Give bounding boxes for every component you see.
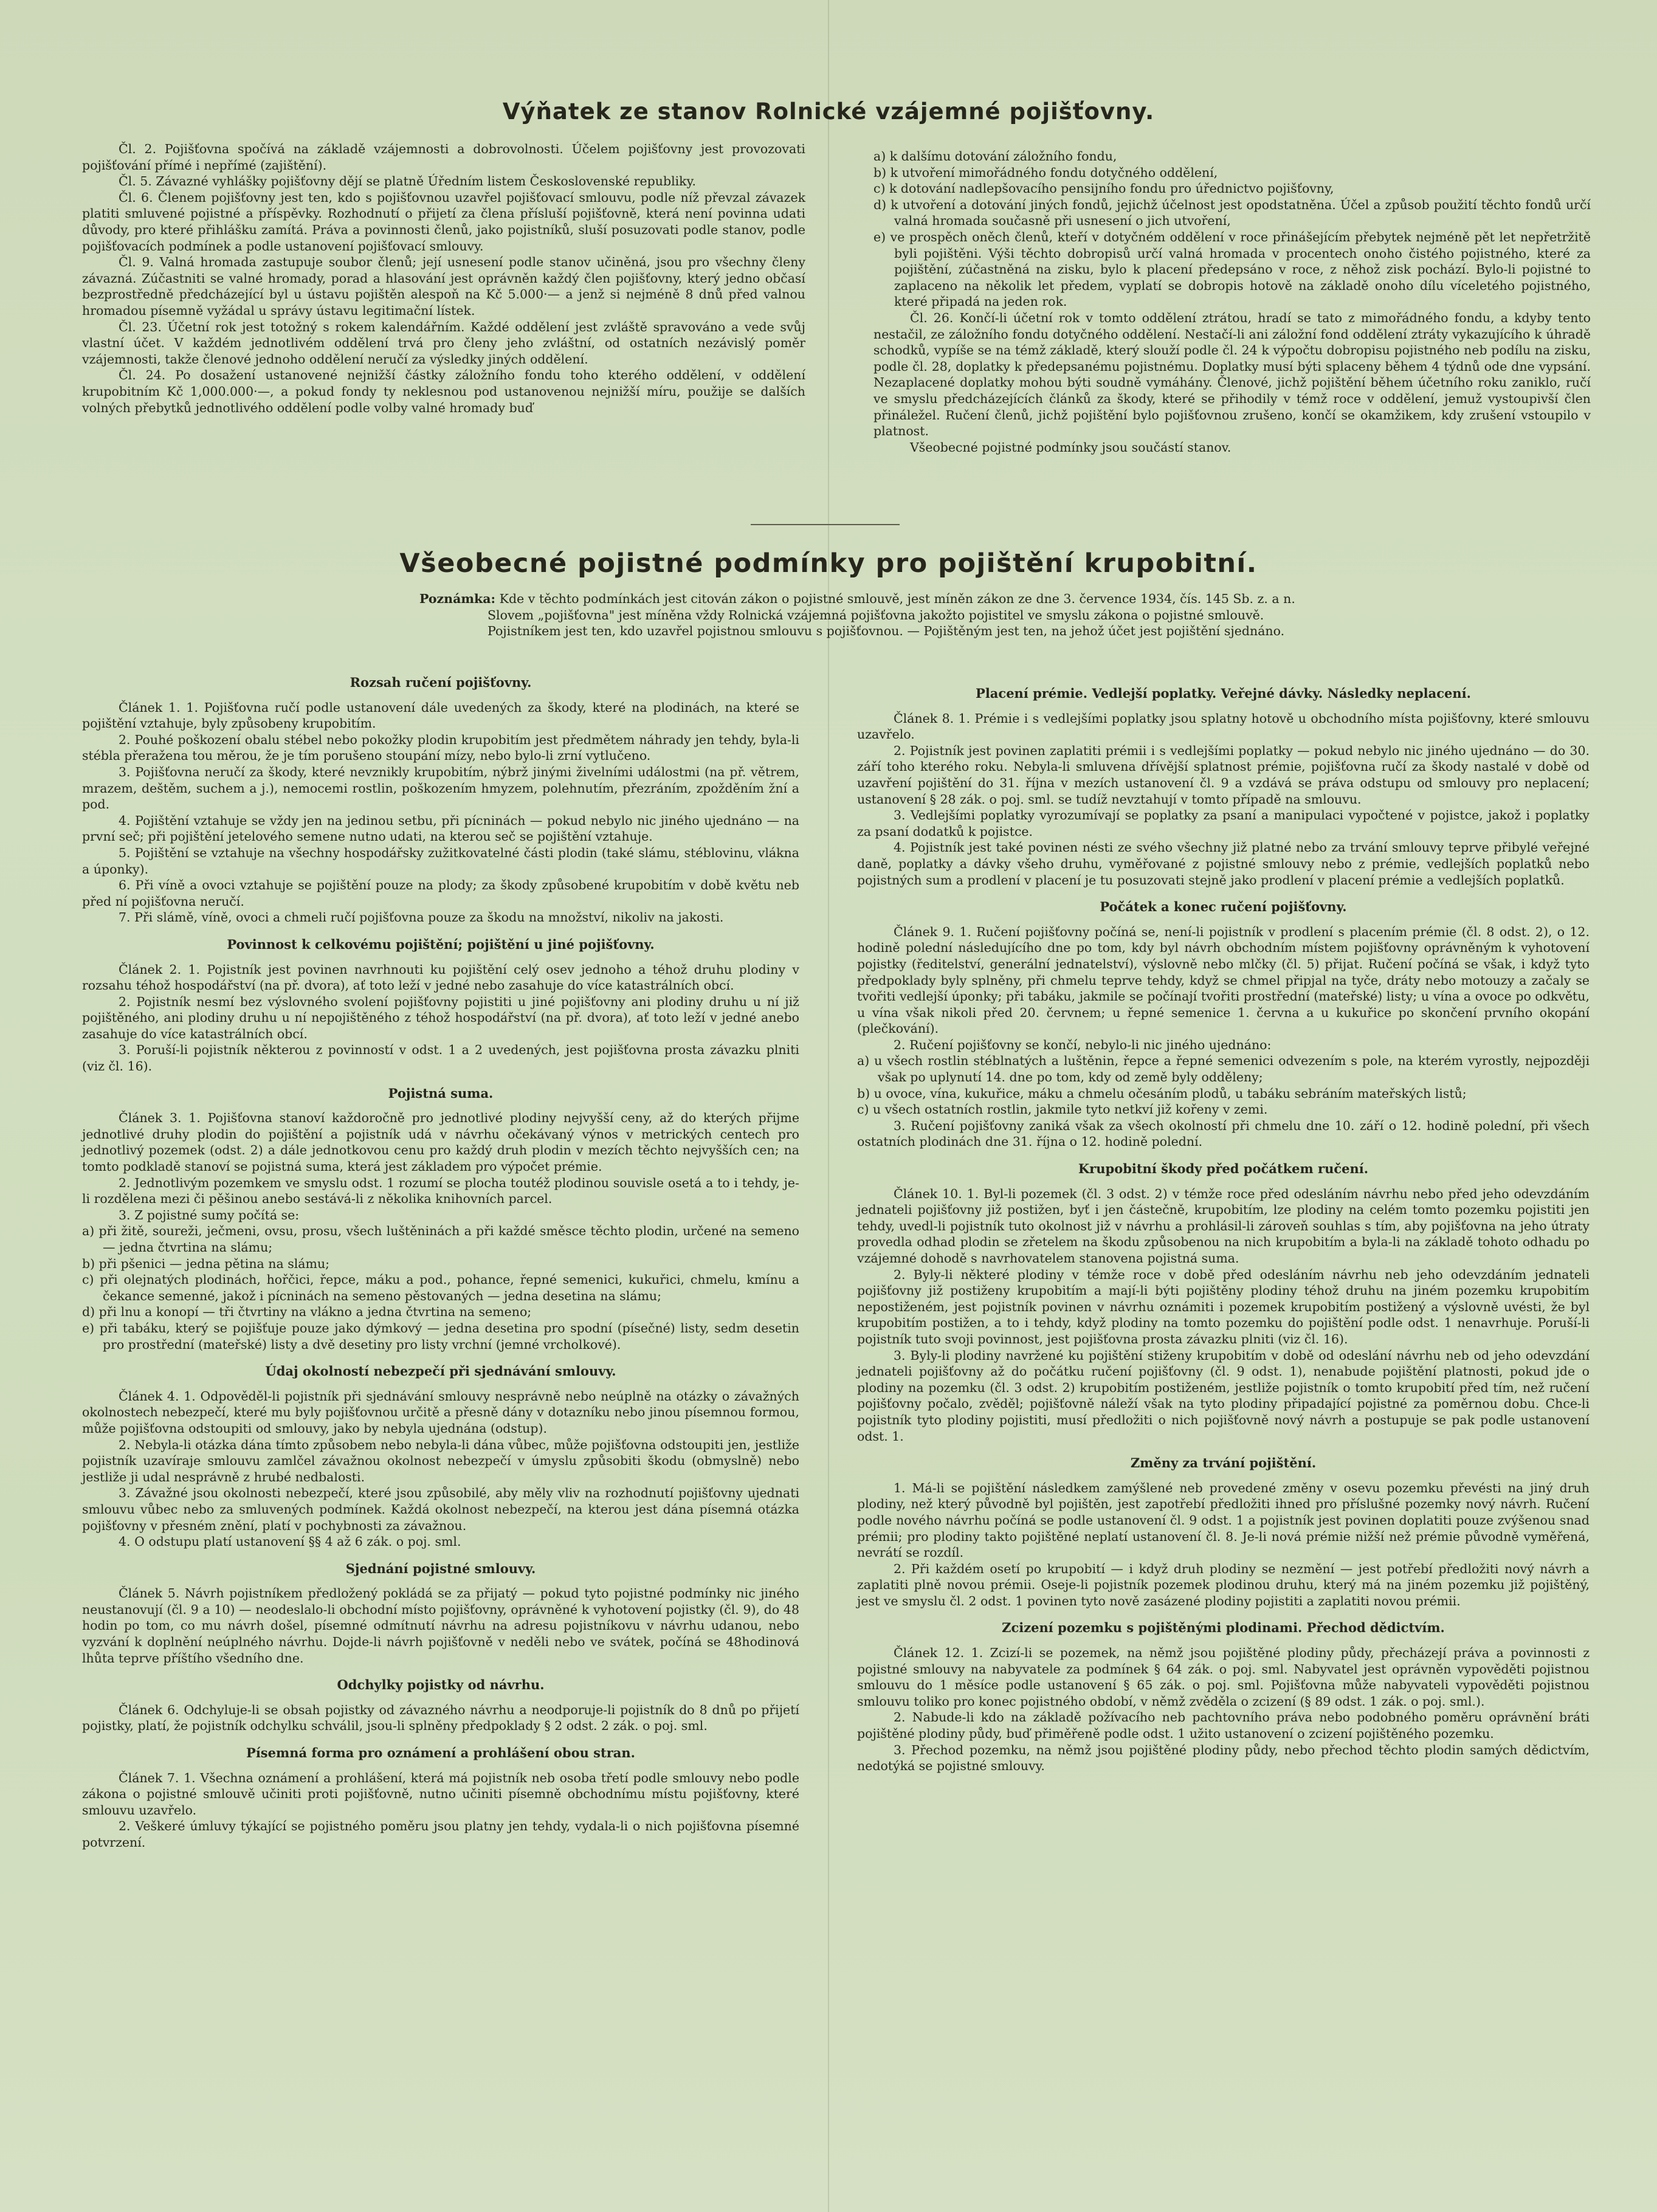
paragraph: 4. Pojištění vztahuje se vždy jen na jedinou setbu, při pícninách — pokud nebylo nic jiného ujednáno — na první seč; při pojištění jetelového semene nutno udati, na kterou seč se pojištění vztahuje. [82,813,799,844]
section-heading: Změny za trvání pojištění. [1130,1455,1317,1471]
paragraph: 5. Pojištění se vztahuje na všechny hospodářsky zužitkovatelné části plodin (také slámu, stéblovinu, vlákna a úponky). [82,845,799,877]
list-item: a) u všech rostlin stéblnatých a luštěnin, řepce a řepné semenici odvezením s pole, na kterém vyrostly, nejpozději však po uplynutí 14. dne po tom, kdy od země byly odděleny; [857,1053,1590,1085]
note-line-3: Pojistníkem jest ten, kdo uzavřel pojistnou smlouvu s pojišťovnou. — Pojištěným jest ten, na jehož účet jest pojištění sjednáno. [487,624,1285,639]
paragraph: 2. Byly-li některé plodiny v témže roce v době před odesláním návrhu neb jeho odevzdáním jednateli pojišťovny již postiženy krupobitím a mají-li býti pojištěny plodiny téhož druhu na jiném pozemku krupobitím nepostiženém, jest pojistník povinen v návrhu oznámiti i pozemek krupobitím postižený a výslovně uvésti, že byl krupobitím postižen, a to i tehdy, když plodiny na tomto pozemku do pojištění podle odst. 1 nenavrhuje. Poruší-li pojistník tuto svoji povinnost, jest pojišťovna prosta závazku plniti (viz čl. 16). [857,1267,1590,1346]
paragraph: 3. Ručení pojišťovny zaniká však za všech okolností při chmelu dne 10. září o 12. hodině polední, při všech ostatních plodinách dne 31. října o 12. hodině polední. [857,1118,1590,1149]
paragraph: Čl. 2. Pojišťovna spočívá na základě vzájemnosti a dobrovolnosti. Účelem pojišťovny jest provozovati pojišťování přímé i nepřímé (zajištění). [82,142,805,173]
paragraph: 2. Ručení pojišťovny se končí, nebylo-li nic jiného ujednáno: [894,1037,1272,1052]
paragraph: 3. Z pojistné sumy počítá se: [119,1207,300,1222]
conditions-left-column [82,664,799,1851]
paragraph: Článek 3. 1. Pojišťovna stanoví každoročně pro jednotlivé plodiny nejvyšší ceny, až do kterých přijme jednotlivé druhy plodin do pojištění a pojistník udá v návrhu očekávaný výnos v metrických centech pro jednotlivý pozemek (odst. 2) a dále jednotkovou cenu pro každý druh plodin v mezích těchto nejvyšších cen; na tomto podkladě stanoví se pojistná suma, která jest základem pro výpočet prémie. [82,1111,799,1174]
paragraph: 4. O odstupu platí ustanovení §§ 4 až 6 zák. o poj. sml. [119,1534,461,1549]
section-heading: Odchylky pojistky od návrhu. [337,1677,545,1693]
section-separator [751,524,900,525]
list-item: b) při pšenici — jedna pětina na slámu; [82,1256,330,1271]
conditions-title: Všeobecné pojistné podmínky pro pojištění krupobitní. [399,548,1258,579]
paragraph: Článek 6. Odchyluje-li se obsah pojistky od závazného návrhu a neodporuje-li pojistník do 8 dnů po přijetí pojistky, platí, že pojistník odchylku schválil, jsou-li splněny předpoklady § 2 odst. 2 zák. o poj. sml. [82,1702,799,1734]
section-heading: Pojistná suma. [388,1085,494,1101]
section-heading: Údaj okolností nebezpečí při sjednávání smlouvy. [265,1363,616,1379]
paragraph: Čl. 5. Závazné vyhlášky pojišťovny dějí se platně Úředním listem Československé republiky. [119,174,696,189]
paragraph: 4. Pojistník jest také povinen nésti ze svého všechny již platné nebo za trvání smlouvy teprve přibylé veřejné daně, poplatky a dávky všeho druhu, vyměřované z pojistné smlouvy nebo z prémie, vedlejších poplatků nebo pojistných sum a prodlení v placení je tu posuzovati stejně jako prodlení v placení prémie a vedlejších poplatků. [857,840,1590,887]
paragraph: 7. Při slámě, víně, ovoci a chmeli ručí pojišťovna pouze za škodu na množství, nikoliv na jakosti. [119,910,724,925]
section-heading: Krupobitní škody před počátkem ručení. [1078,1161,1369,1177]
paragraph: 2. Nabude-li kdo na základě požívacího neb pachtovního práva nebo podobného poměru oprávnění bráti pojištěné plodiny půdy, buď přiměřeně podle odst. 1 užito ustanovení o zcizení pojištěného pozemku. [857,1710,1590,1742]
paragraph: d) k utvoření a dotování jiných fondů, jejichž účelnost jest opodstatněna. Účel a způsob použití těchto fondů určí valná hromada současně při usnesení o jich utvoření, [873,197,1591,229]
paragraph: 3. Pojišťovna neručí za škody, které nevznikly krupobitím, nýbrž jinými živelními událostmi (na př. větrem, mrazem, deštěm, suchem a j.), nemocemi rostlin, poškozením hmyzem, polehnutím, přezráním, zpožděním žní a pod. [82,764,799,812]
list-item: c) u všech ostatních rostlin, jakmile tyto netkví již kořeny v zemi. [857,1102,1268,1117]
section-heading: Počátek a konec ručení pojišťovny. [1100,899,1347,915]
paragraph: 1. Má-li se pojištění následkem zamýšlené neb provedené změny v osevu pozemku převésti na jiný druh plodiny, než který původně byl pojištěn, jest zapotřebí předložiti ihned pro příslušné pozemky nový návrh. Ručení podle nového návrhu počíná se podle ustanovení čl. 9 odst. 1 a pojistník jest povinen doplatiti pouze zvýšenou snad prémii; pro plodiny takto pojištěné neplatí ustanovení čl. 8. Je-li nová prémie nižší než prémie původně vyměřená, nevrátí se rozdíl. [857,1480,1590,1560]
section-heading: Povinnost k celkovému pojištění; pojištění u jiné pojišťovny. [227,936,655,952]
paragraph: Článek 7. 1. Všechna oznámení a prohlášení, která má pojistník neb osoba třetí podle smlouvy nebo podle zákona o pojistné smlouvě učiniti proti pojišťovně, nutno učiniti písemně obchodnímu místu pojišťovny, které smlouvu uzavřelo. [82,1770,799,1817]
list-item: a) při žitě, soureži, ječmeni, ovsu, prosu, všech luštěninách a při každé směsce těchto plodin, určené na semeno — jedna čtvrtina na slámu; [82,1224,799,1255]
section-heading: Placení prémie. Vedlejší poplatky. Veřejné dávky. Následky neplacení. [976,686,1471,701]
paragraph: Článek 2. 1. Pojistník jest povinen navrhnouti ku pojištění celý osev jednoho a téhož druhu plodiny v rozsahu téhož hospodářství (na př. dvora), ať toto leží v jedné nebo zasahuje do více katastrálních obcí. [82,962,799,993]
paragraph: 2. Jednotlivým pozemkem ve smyslu odst. 1 rozumí se plocha toutéž plodinou souvisle osetá a to i tehdy, je-li rozdělena mezi či pěšinou anebo sestává-li z několika knihovních parcel. [82,1175,799,1207]
paragraph: 3. Vedlejšími poplatky vyrozumívají se poplatky za psaní a manipulaci vypočtené v pojistce, jakož i poplatky za psaní dodatků k pojistce. [857,808,1590,839]
list-item: c) při olejnatých plodinách, hořčici, řepce, máku a pod., pohance, řepné semenici, kukuřici, chmelu, kmínu a čekance semenné, jakož i pícninách na semeno pěstovaných — jedna desetina na slámu; [82,1272,799,1303]
paragraph: 2. Veškeré úmluvy týkající se pojistného poměru jsou platny jen tehdy, vydala-li o nich pojišťovna písemné potvrzení. [82,1819,799,1850]
paragraph: Čl. 24. Po dosažení ustanovené nejnižší částky záložního fondu toho kterého oddělení, v oddělení krupobitním Kč 1,000.000·—, a pokud fondy ty neklesnou pod ustanovenou nejnižší míru, použije se dalších volných přebytků jednotlivého oddělení podle volby valné hromady buď [82,368,805,415]
section-heading: Rozsah ručení pojišťovny. [350,675,532,690]
list-item: d) při lnu a konopí — tři čtvrtiny na vlákno a jedna čtvrtina na semeno; [82,1304,532,1320]
paragraph: 2. Pojistník jest povinen zaplatiti prémii i s vedlejšími poplatky — pokud nebylo nic jiného ujednáno — do 30. září toho kterého roku. Nebyla-li smluvena dřívější splatnost prémie, pojišťovna ručí za škody nastalé v době od uzavření pojištění do 31. října v mezích ustanovení čl. 9 a vzdává se práva odstupu od smlouvy pro neplacení; ustanovení § 28 zák. o poj. sml. se tudíž nevztahují v tomto případě na smlouvu. [857,743,1590,807]
page-title: Výňatek ze stanov Rolnické vzájemné pojišťovny. [502,98,1155,125]
paragraph: 2. Nebyla-li otázka dána tímto způsobem nebo nebyla-li dána vůbec, může pojišťovna odstoupiti jen, jestliže pojistník uzavíraje smlouvu zamlčel závažnou okolnost nebezpečí v úmyslu způsobiti škodu (obmyslně) nebo jestliže ji udal nesprávně z hrubé nedbalosti. [82,1437,799,1484]
note-text-1: Kde v těchto podmínkách jest citován zákon o pojistné smlouvě, jest míněn zákon ze dne 3. července 1934, čís. 145 Sb. z. a n. [499,591,1295,606]
paragraph: 3. Přechod pozemku, na němž jsou pojištěné plodiny půdy, nebo přechod těchto plodin samých dědictvím, nedotýká se pojistné smlouvy. [857,1742,1590,1774]
paragraph: Článek 5. Návrh pojistníkem předložený pokládá se za přijatý — pokud tyto pojistné podmínky nic jiného neustanovují (čl. 9 a 10) — neodeslalo-li obchodní místo pojišťovny, oprávněné k vyhotovení pojistky (čl. 9), do 48 hodin po tom, co mu návrh došel, písemné odmítnutí návrhu na adresu pojistníkovu v návrhu udanou, nebo vyzvání k doplnění neúplného návrhu. Dojde-li návrh pojišťovně v neděli nebo ve svátek, počíná se 48hodinová lhůta teprve příštího všedního dne. [82,1586,799,1666]
note-line-1 [419,591,1356,607]
note-label: Poznámka: [419,591,496,606]
paragraph: Všeobecné pojistné podmínky jsou součástí stanov. [910,439,1232,455]
note-line-2: Slovem „pojišťovna" jest míněna vždy Rolnická vzájemná pojišťovna jakožto pojistitel ve smyslu zákona o pojistné smlouvě. [487,607,1264,622]
conditions-right-column [857,675,1590,1774]
paragraph: Článek 8. 1. Prémie i s vedlejšími poplatky jsou splatny hotově u obchodního místa pojišťovny, které smlouvu uzavřelo. [857,711,1590,742]
paragraph: b) k utvoření mimořádného fondu dotyčného oddělení, [873,165,1218,180]
paragraph: Čl. 26. Končí-li účetní rok v tomto oddělení ztrátou, hradí se tato z mimořádného fondu, a kdyby tento nestačil, ze záložního fondu dotyčného oddělení. Nestačí-li ani záložní fond oddělení ztráty vykazujícího k úhradě schodků, vypíše se na témž základě, který slouží podle čl. 24 k výpočtu dobropisu pojistného neb podílu na zisku, podle čl. 28, doplatky k předepsanému pojistnému. Doplatky musí býti splaceny během 4 týdnů ode dne vypsání. Nezaplacené doplatky mohou býti soudně vymáhány. Členové, jichž pojištění během účetního roku zaniklo, ručí ve smyslu předcházejících článků za škody, které se přihodily v témž roce v oddělení, jemuž vystoupivší člen přináležel. Ručení členů, jichž pojištění bylo pojišťovnou zrušeno, končí se okamžikem, kdy zrušení vstoupilo v platnost. [873,310,1591,439]
paragraph: c) k dotování nadlepšovacího pensijního fondu pro úřednictvo pojišťovny, [873,181,1334,196]
section-heading: Písemná forma pro oznámení a prohlášení obou stran. [246,1745,635,1761]
paragraph: 6. Při víně a ovoci vztahuje se pojištění pouze na plody; za škody způsobené krupobitím v době květu neb před ní pojišťovna neručí. [82,878,799,909]
stanovy-left-column [82,141,805,416]
paragraph: 3. Závažné jsou okolnosti nebezpečí, které jsou způsobilé, aby měly vliv na rozhodnutí pojišťovny ujednati smlouvu vůbec nebo za smluvených podmínek. Každá okolnost nebezpečí, na kterou jest dána písemná otázka pojišťovny v přesném znění, platí v pochybnosti za závažnou. [82,1486,799,1533]
paragraph: Článek 9. 1. Ručení pojišťovny počíná se, není-li pojistník v prodlení s placením prémie (čl. 8 odst. 2), o 12. hodině polední následujícího dne po tom, kdy byl návrh obchodním místem pojišťovny oprávněným k vyhotovení pojistky (ředitelství, generální jednatelství), výslovně nebo mlčky (čl. 5) přijat. Ručení počíná se však, i když tyto předpoklady byly splněny, při chmelu teprve tehdy, když se chmel připjal na tyče, dráty nebo motouzy a začaly se tvořiti vedlejší úponky; při tabáku, jakmile se počínají tvořiti prostřední (mateřské) listy; u vína a ovoce po odkvětu, u vína však nikoli před 20. červnem; u řepné semenice 1. června a u kukuřice po skončení prvního okopání (plečkování). [857,924,1590,1036]
paragraph: Článek 1. 1. Pojišťovna ručí podle ustanovení dále uvedených za škody, které na plodinách, na které se pojištění vztahuje, byly způsobeny krupobitím. [82,700,799,731]
stanovy-right-column [873,148,1591,455]
fold-line [828,0,829,2212]
paragraph: 3. Byly-li plodiny navržené ku pojištění stiženy krupobitím v době od odeslání návrhu neb od jeho odevzdání jednateli pojišťovny až do počátku ručení pojišťovny (čl. 9 odst. 1), nenabude pojištění platnosti, pokud jde o plodiny na pozemku (čl. 3 odst. 2) krupobitím postiženém, jestliže pojistník o tomto krupobití před tím, než ručení pojišťovny počalo, zvěděl; pojišťovně náleží však na tyto plodiny připadající pojistné za poměrnou dobu. Chce-li pojistník tyto plodiny pojistiti, musí předložiti o nich pojišťovně nový návrh a postupuje se pak podle ustanovení odst. 1. [857,1348,1590,1444]
paragraph: 3. Poruší-li pojistník některou z povinností v odst. 1 a 2 uvedených, jest pojišťovna prosta závazku plniti (viz čl. 16). [82,1042,799,1074]
paragraph: Článek 4. 1. Odpověděl-li pojistník při sjednávání smlouvy nesprávně nebo neúplně na otázky o závažných okolnostech nebezpečí, které mu byly pojišťovnou určitě a přesně dány v dotazníku nebo jinou písemnou formou, může pojišťovna odstoupiti od smlouvy, jako by nebyla ujednána (odstup). [82,1388,799,1436]
paragraph: Čl. 6. Členem pojišťovny jest ten, kdo s pojišťovnou uzavřel pojišťovací smlouvu, podle níž převzal závazek platiti smluvené pojistné a příspěvky. Rozhodnutí o přijetí za člena přísluší pojišťovně, která není povinna udati důvody, pro které přihlášku zamítá. Práva a povinnosti členů, jako pojistníků, sluší posuzovati podle stanov, podle pojišťovacích podmínek a podle ustanovení pojišťovací smlouvy. [82,190,805,253]
paragraph: 2. Pouhé poškození obalu stébel nebo pokožky plodin krupobitím jest předmětem náhrady jen tehdy, byla-li stébla přeražena tou měrou, že je tím porušeno stoupání mízy, nebo bylo-li zrní vytlučeno. [82,732,799,763]
paragraph: Článek 12. 1. Zcizí-li se pozemek, na němž jsou pojištěné plodiny půdy, přecházejí práva a povinnosti z pojistné smlouvy na nabyvatele za podmínek § 64 zák. o poj. sml. Nabyvatel jest oprávněn vypověděti pojistnou smlouvu do 1 měsíce podle ustanovení § 65 zák. o poj. sml. Pojišťovna může nabyvateli vypověděti pojistnou smlouvu toliko pro konec pojistného období, v němž zvěděla o zcizení (§ 89 odst. 1 zák. o poj. sml.). [857,1645,1590,1709]
paragraph: 2. Při každém osetí po krupobití — i když druh plodiny se nezmění — jest potřebí předložiti nový návrh a zaplatiti plně novou prémii. Oseje-li pojistník pozemek plodinou druhu, který má na jiném pozemku již pojištěný, jest ve smyslu čl. 2 odst. 1 povinen tyto nově zasázené plodiny pojistiti a zaplatiti novou prémii. [857,1561,1590,1608]
paragraph: e) ve prospěch oněch členů, kteří v dotyčném oddělení v roce přinášejícím přebytek nejméně pět let nepřetržitě byli pojištěni. Výši těchto dobropisů určí valná hromada v procentech onoho čistého pojistného, které za pojištění, zúčastněná na zisku, bylo k placení předepsáno v roce, z něhož zisk pochází. Bylo-li pojistné to zaplaceno na několik let předem, vyplatí se dobropis hotově na základě onoho dílu víceletého pojistného, které připadá na jeden rok. [873,229,1591,309]
list-item: e) při tabáku, který se pojišťuje pouze jako dýmkový — jedna desetina pro spodní (písečné) listy, sedm desetin pro prostřední (mateřské) listy a dvě desetiny pro listy vrchní (jemné vrcholkové). [82,1320,799,1352]
section-heading: Sjednání pojistné smlouvy. [345,1560,536,1576]
paragraph: Čl. 9. Valná hromada zastupuje soubor členů; její usnesení podle stanov učiněná, jsou pro všechny členy závazná. Zúčastniti se valné hromady, porad a hlasování jest oprávněn každý člen pojišťovny, který jedno občasí bezprostředně předcházející byl u ústavu pojištěn alespoň na Kč 5.000·— a jenž si nejméně 8 dnů před valnou hromadou písemně vyžádal u správy ústavu legitimační lístek. [82,255,805,318]
note-block [419,591,1356,639]
paragraph: a) k dalšímu dotování záložního fondu, [873,149,1117,164]
paragraph: 2. Pojistník nesmí bez výslovného svolení pojišťovny pojistiti u jiné pojišťovny ani plodiny druhu u ní již pojištěného, ani plodiny druhu u ní nepojištěného z téhož hospodářství (na př. dvora), ať toto leží v jedné anebo zasahuje do více katastrálních obcí. [82,994,799,1041]
paragraph: Článek 10. 1. Byl-li pozemek (čl. 3 odst. 2) v témže roce před odesláním návrhu nebo před jeho odevzdáním jednateli pojišťovny již postižen, byť i jen částečně, krupobitím, lze plodiny na celém tomto pozemku pojistiti jen tehdy, uvedl-li pojistník tuto okolnost již v návrhu a prohlásil-li zároveň souhlas s tím, aby pojišťovna na jeho útraty provedla odhad plodin se zřetelem na škodu způsobenou na nich krupobitím a byla-li na základě tohoto odhadu po vzájemné dohodě s navrhovatelem stanovena pojistná suma. [857,1186,1590,1266]
section-heading: Zcizení pozemku s pojištěnými plodinami. Přechod dědictvím. [1002,1620,1445,1636]
paragraph: Čl. 23. Účetní rok jest totožný s rokem kalendářním. Každé oddělení jest zvláště spravováno a vede svůj vlastní účet. V každém jednotlivém oddělení trvá pro členy jeho zvláštní, od ostatních nezávislý poměr vzájemnosti, takže členové jednoho oddělení neručí za výsledky jiných oddělení. [82,319,805,367]
list-item: b) u ovoce, vína, kukuřice, máku a chmelu očesáním plodů, u tabáku sebráním mateřských listů; [857,1086,1467,1101]
